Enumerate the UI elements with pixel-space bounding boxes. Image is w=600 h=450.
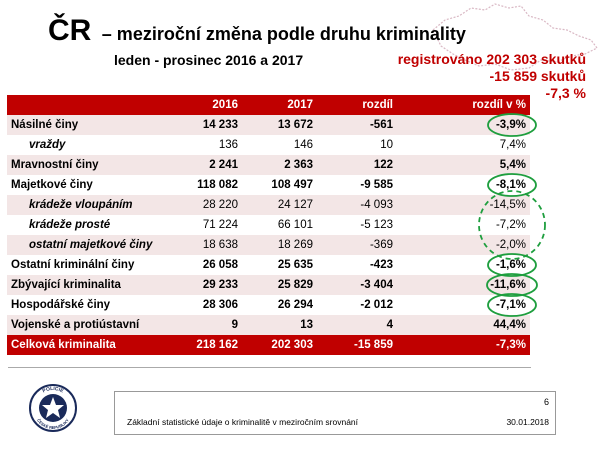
row-2017: 2 363	[242, 155, 317, 175]
row-2016: 71 224	[202, 219, 238, 231]
footer-date: 30.01.2018	[506, 417, 549, 427]
column-header: 2017	[242, 95, 317, 115]
row-diff: -2 012	[360, 299, 393, 311]
row-diff: 4	[317, 315, 397, 335]
table-header-row	[7, 95, 530, 115]
table-row	[7, 115, 530, 135]
row-2017: 24 127	[242, 195, 317, 215]
row-2017: 66 101	[277, 219, 313, 231]
row-2016: 136	[218, 139, 238, 151]
column-header: rozdíl v %	[397, 95, 530, 115]
column-header: 2016	[167, 95, 242, 115]
row-diff: -5 123	[360, 219, 393, 231]
row-2017: 146	[293, 139, 313, 151]
row-category: Zbývající kriminalita	[7, 275, 167, 295]
row-pct: -1,6%	[495, 259, 526, 271]
row-2017: 25 635	[277, 259, 313, 271]
table-row	[7, 215, 530, 235]
row-category: Ostatní kriminální činy	[11, 259, 135, 271]
row-diff: 122	[317, 155, 397, 175]
row-2016: 9	[167, 315, 242, 335]
page-subtitle: leden - prosinec 2016 a 2017	[114, 52, 304, 68]
row-pct: -8,1%	[495, 179, 526, 191]
row-category: Mravnostní činy	[7, 155, 167, 175]
row-category: krádeže vloupáním	[7, 195, 167, 215]
row-2017: 108 497	[271, 179, 313, 191]
column-header: rozdíl	[317, 95, 397, 115]
table-row	[7, 315, 530, 335]
row-category: Majetkové činy	[11, 179, 93, 191]
table-row	[7, 275, 530, 295]
table-row	[7, 195, 530, 215]
title-rest: – meziroční změna podle druhu kriminality	[101, 24, 466, 44]
page-number: 6	[543, 397, 549, 407]
footer-box	[114, 391, 556, 435]
row-2016: 28 220	[167, 195, 242, 215]
table-row	[7, 235, 530, 255]
table-row	[7, 295, 530, 315]
crime-table	[7, 95, 530, 355]
row-category: Celková kriminalita	[7, 335, 167, 355]
row-pct: -14,5%	[397, 195, 530, 215]
summary-registered: registrováno 202 303 skutků	[397, 51, 586, 67]
row-diff: -15 859	[317, 335, 397, 355]
footer-divider	[8, 367, 531, 368]
row-2016: 14 233	[167, 115, 242, 135]
row-pct: -3,9%	[397, 115, 530, 135]
summary-percent: -7,3 %	[545, 85, 586, 101]
row-2017: 25 829	[242, 275, 317, 295]
row-category: Vojenské a protiústavní	[7, 315, 167, 335]
row-2017: 26 294	[277, 299, 313, 311]
row-2016: 18 638	[167, 235, 242, 255]
row-diff: -3 404	[317, 275, 397, 295]
row-pct: -7,1%	[495, 299, 526, 311]
row-2016: 2 241	[167, 155, 242, 175]
row-category: ostatní majetkové činy	[7, 235, 167, 255]
row-diff: -561	[317, 115, 397, 135]
table-row	[7, 175, 530, 195]
column-header	[7, 95, 167, 115]
title-main: ČR	[48, 14, 92, 47]
table-total-row	[7, 335, 530, 355]
row-2016: 218 162	[167, 335, 242, 355]
row-diff: -423	[369, 259, 393, 271]
table-row	[7, 135, 530, 155]
row-pct: 5,4%	[397, 155, 530, 175]
row-2017: 13 672	[242, 115, 317, 135]
row-diff: -4 093	[317, 195, 397, 215]
row-2017: 13	[242, 315, 317, 335]
row-pct: 7,4%	[499, 139, 526, 151]
row-category: Hospodářské činy	[11, 299, 111, 311]
row-diff: -369	[317, 235, 397, 255]
row-2016: 26 058	[202, 259, 238, 271]
row-category: vraždy	[29, 139, 66, 151]
logo-text-bottom: ČESKÉ REPUBLIKY	[36, 417, 70, 431]
table-row	[7, 255, 530, 275]
footer-description: Základní statistické údaje o kriminalitě v meziročním srovnání	[127, 417, 359, 427]
row-2016: 29 233	[167, 275, 242, 295]
row-pct: 44,4%	[397, 315, 530, 335]
table-row	[7, 155, 530, 175]
row-category: krádeže prosté	[29, 219, 111, 231]
row-pct: -2,0%	[397, 235, 530, 255]
row-2017: 18 269	[242, 235, 317, 255]
row-pct: -7,2%	[495, 219, 526, 231]
summary-change: -15 859 skutků	[489, 68, 586, 84]
row-category: Násilné činy	[7, 115, 167, 135]
row-2016: 118 082	[197, 179, 238, 191]
row-diff: -9 585	[360, 179, 393, 191]
row-2016: 28 306	[202, 299, 238, 311]
page-title	[48, 14, 466, 48]
row-2017: 202 303	[242, 335, 317, 355]
row-pct: -7,3%	[397, 335, 530, 355]
logo-text-top: POLICIE	[41, 385, 65, 395]
row-pct: -11,6%	[397, 275, 530, 295]
police-logo-icon	[28, 383, 78, 433]
row-diff: 10	[380, 139, 393, 151]
